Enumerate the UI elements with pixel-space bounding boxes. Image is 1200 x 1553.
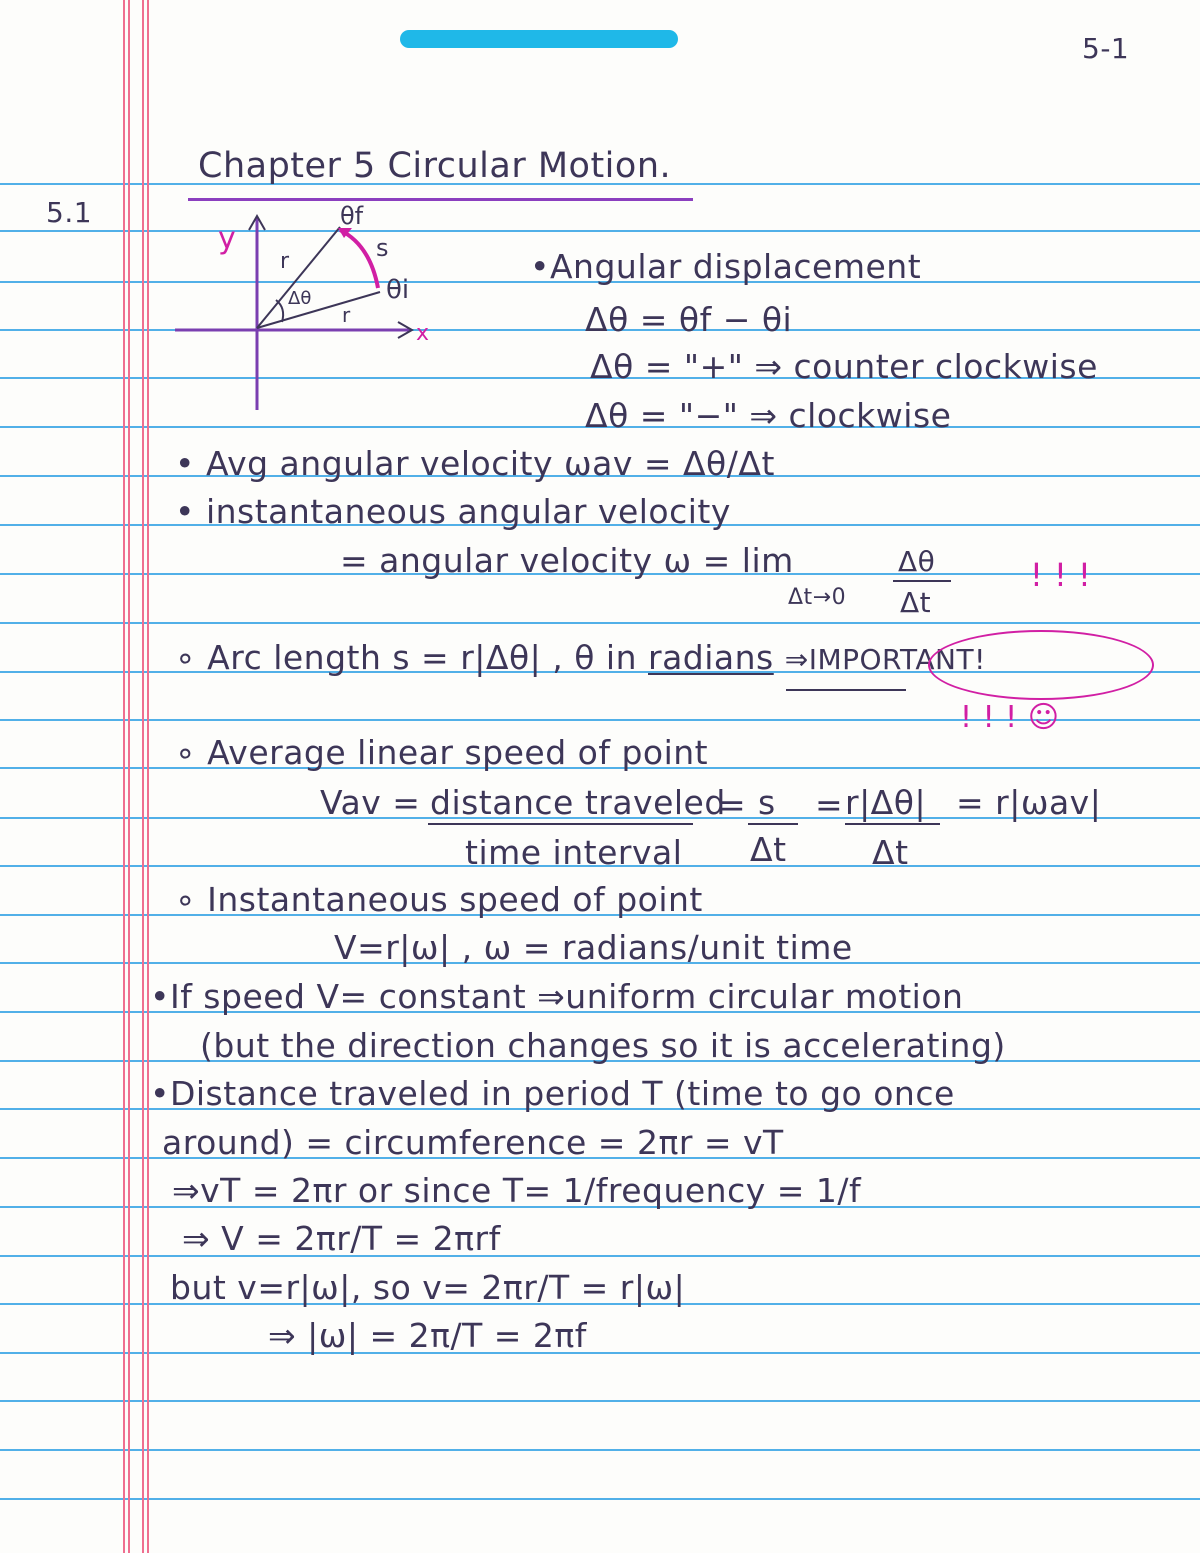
important-note: ⇒IMPORTANT! <box>784 643 986 676</box>
clockwise-rule: Δθ = "−" ⇒ clockwise <box>585 396 952 435</box>
angular-velocity-definition: = angular velocity ω = lim <box>340 541 794 580</box>
counterclockwise-rule: Δθ = "+" ⇒ counter clockwise <box>590 347 1098 386</box>
period-line-3: ⇒vT = 2πr or since T= 1/frequency = 1/f <box>172 1171 862 1210</box>
period-line-6: ⇒ |ω| = 2π/T = 2πf <box>268 1316 587 1355</box>
ruled-line <box>0 1352 1200 1354</box>
arc-length-text: ∘ Arc length s = r|Δθ| , θ in <box>175 638 637 677</box>
equals-1: = <box>718 785 747 824</box>
page-number: 5-1 <box>1082 32 1130 65</box>
s-denominator: Δt <box>750 830 787 869</box>
period-line-2: around) = circumference = 2πr = vT <box>162 1123 784 1162</box>
r-label-lower: r <box>342 303 351 327</box>
s-numerator: s <box>758 783 776 822</box>
r-delta-theta-numerator: r|Δθ| <box>845 783 927 822</box>
ruled-line <box>0 1400 1200 1402</box>
ruled-line <box>0 1498 1200 1500</box>
radians-emphasis: radians <box>648 638 774 677</box>
r-delta-theta-fraction-bar <box>845 823 940 825</box>
derivative-numerator: Δθ <box>898 545 936 578</box>
ruled-line <box>0 1449 1200 1451</box>
radius-vector-initial <box>257 292 380 328</box>
period-line-1: •Distance traveled in period T (time to go once <box>150 1074 955 1113</box>
vav-result: = r|ωav| <box>956 783 1102 822</box>
exclamation-marks-bottom: ! ! ! ☺ <box>960 700 1060 735</box>
ruled-line <box>0 1255 1200 1257</box>
vav-lhs: Vav = <box>320 783 421 822</box>
theta-i-label: θi <box>386 275 410 305</box>
radius-vector-final <box>257 227 340 328</box>
margin-line <box>142 0 144 1553</box>
inst-angular-velocity-line: • instantaneous angular velocity <box>175 492 731 531</box>
distance-traveled-numerator: distance traveled <box>430 783 726 822</box>
angular-displacement-heading: •Angular displacement <box>530 247 922 286</box>
r-delta-theta-denominator: Δt <box>872 833 909 872</box>
margin-line <box>123 0 125 1553</box>
angular-displacement-diagram <box>170 200 460 415</box>
radians-double-underline <box>786 689 906 691</box>
arc-s <box>340 230 378 288</box>
inst-speed-equation: V=r|ω| , ω = radians/unit time <box>334 928 853 967</box>
margin-line <box>128 0 130 1553</box>
chapter-title: Chapter 5 Circular Motion. <box>198 146 672 186</box>
exclamation-marks-top: ! ! ! <box>1030 556 1092 594</box>
derivative-fraction-bar <box>893 580 951 582</box>
equals-2: = <box>815 785 844 824</box>
highlighter-mark <box>400 30 678 48</box>
arc-length-line <box>175 638 986 677</box>
x-axis-label: x <box>416 321 430 346</box>
avg-angular-velocity-line: • Avg angular velocity ωav = Δθ/Δt <box>175 444 775 483</box>
s-fraction-bar <box>748 823 798 825</box>
margin-line <box>147 0 149 1553</box>
uniform-motion-note: (but the direction changes so it is accelerating) <box>200 1026 1006 1065</box>
period-line-5: but v=r|ω|, so v= 2πr/T = r|ω| <box>170 1268 686 1307</box>
time-interval-denominator: time interval <box>465 833 683 872</box>
important-circle <box>928 630 1154 700</box>
theta-f-label: θf <box>340 202 364 230</box>
distance-time-fraction-bar <box>428 823 693 825</box>
ruled-line <box>0 622 1200 624</box>
derivative-denominator: Δt <box>900 586 932 619</box>
period-line-4: ⇒ V = 2πr/T = 2πrf <box>182 1219 501 1258</box>
uniform-motion-line: •If speed V= constant ⇒uniform circular motion <box>150 977 964 1016</box>
inst-speed-heading: ∘ Instantaneous speed of point <box>175 880 703 919</box>
r-label-upper: r <box>280 249 290 274</box>
section-marker: 5.1 <box>46 196 93 229</box>
delta-theta-label: Δθ <box>288 288 312 309</box>
avg-linear-speed-heading: ∘ Average linear speed of point <box>175 733 709 772</box>
angular-displacement-equation: Δθ = θf − θi <box>585 300 793 339</box>
limit-subscript: Δt→0 <box>788 585 847 610</box>
y-axis-label: y <box>218 221 236 256</box>
arc-s-label: s <box>376 234 389 262</box>
